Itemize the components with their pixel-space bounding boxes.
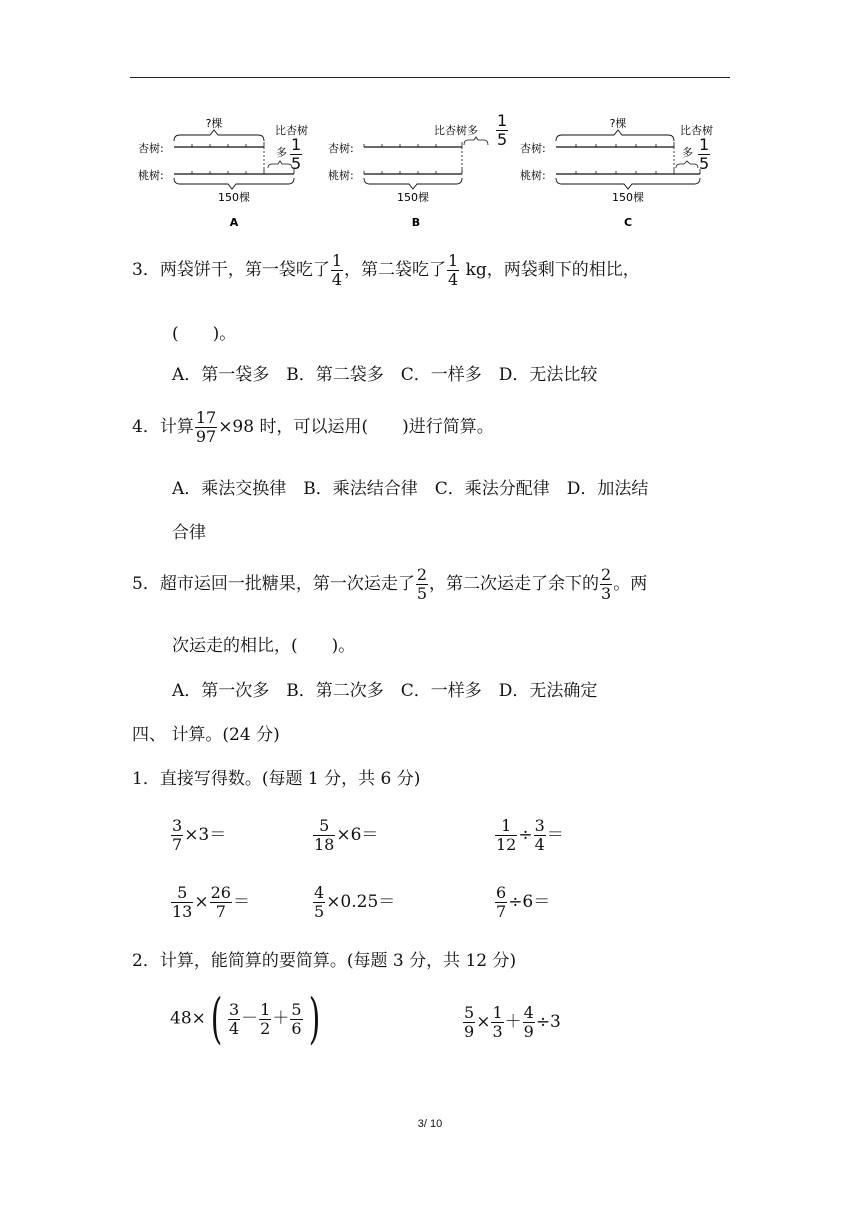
calc-2-op2: ＋ — [504, 1012, 522, 1032]
page-number: 3/ 10 — [417, 1118, 443, 1130]
diagram-c-q-label: ?棵 — [609, 117, 627, 130]
diagram-a-tao-label: 桃树: — [138, 169, 164, 182]
question-5-options: A．第一次多 B．第二次多 C．一样多 D．无法确定 — [172, 681, 598, 701]
diagram-b-tao-label: 桃树: — [328, 169, 354, 182]
diagram-b-fraction — [496, 113, 508, 148]
question-5-text-1: 超市运回一批糖果，第一次运走了 — [159, 574, 415, 594]
question-3-text-1: 两袋饼干，第一袋吃了 — [159, 260, 330, 280]
diagram-a-more-label: 比杏树 — [275, 124, 308, 137]
diagram-c-frac-den: 5 — [699, 154, 710, 173]
question-5-text-3: 。两 — [613, 574, 648, 594]
section-4-sub2: 2．计算，能简算的要简算。(每题 3 分，共 12 分) — [132, 951, 517, 971]
diagram-c-frac-num: 1 — [699, 135, 710, 154]
diagram-a-frac-den: 5 — [291, 154, 302, 173]
question-5-fraction-2: $\frac{2}{3}$ — [601, 565, 612, 603]
section-4-title: 四、 计算。(24 分) — [132, 725, 280, 745]
diagram-a-frac-num: 1 — [291, 135, 302, 154]
question-5 — [132, 567, 647, 602]
diagram-b-label: B — [411, 216, 421, 229]
question-3-fraction-2: $\frac{1}{4}$ — [448, 251, 459, 289]
calc-2-op1: × — [476, 1012, 491, 1032]
calc-1-op1: － — [241, 1008, 259, 1029]
diagram-c-fraction — [698, 137, 710, 172]
question-4-text-2: ×98 时，可以运用( )进行简算。 — [218, 417, 494, 437]
calc-1-right-paren: ) — [308, 987, 320, 1050]
question-3-options: A．第一袋多 B．第二袋多 C．一样多 D．无法比较 — [172, 365, 598, 385]
question-3-fraction-1: $\frac{1}{4}$ — [331, 251, 343, 289]
diagram-a-duo: 多 — [276, 146, 287, 159]
question-3-text-2: ，第二袋吃了 — [344, 260, 447, 280]
question-4 — [132, 410, 494, 445]
expr-2-rest: ×6＝ — [336, 825, 379, 845]
question-3-number: 3． — [132, 260, 160, 280]
calc-1: 48×( $\frac{3}{4}$ － $\frac{1}{2}$ ＋ $\frac{5}{6}$ ) — [170, 987, 320, 1050]
expr-4: $\frac{5}{13}$ × $\frac{26}{7}$ ＝ — [172, 883, 250, 921]
expr-3-op: ÷ — [518, 825, 533, 845]
calc-1-op2: ＋ — [272, 1008, 290, 1029]
diagram-b — [322, 112, 502, 232]
diagram-b-more-label: 比杏树多 — [434, 124, 478, 137]
question-5-text-2: ，第二次运走了余下的 — [429, 574, 600, 594]
diagram-a-fraction — [290, 137, 302, 172]
question-4-number: 4． — [132, 417, 160, 437]
diagram-a-150-label: 150棵 — [218, 191, 250, 204]
expr-4-op: × — [194, 892, 209, 912]
expr-5-rest: ×0.25＝ — [326, 892, 396, 912]
question-4-fraction: $\frac{17}{97}$ — [195, 408, 217, 446]
expr-6: $\frac{6}{7}$ ÷6＝ — [496, 883, 551, 921]
diagram-c-150-label: 150棵 — [612, 191, 644, 204]
diagram-a-xing-label: 杏树: — [138, 142, 164, 155]
question-5-line2: 次运走的相比，( )。 — [172, 636, 356, 656]
question-5-number: 5． — [132, 574, 160, 594]
expr-6-rest: ÷6＝ — [508, 892, 551, 912]
expr-3-rest: ＝ — [546, 825, 564, 845]
expr-5: $\frac{4}{5}$ ×0.25＝ — [314, 883, 396, 921]
diagram-c-more-label: 比杏树 — [680, 124, 713, 137]
question-5-fraction-1: $\frac{2}{5}$ — [416, 565, 428, 603]
calc-2-rest: ÷3 — [535, 1012, 561, 1032]
diagram-c-tao-label: 桃树: — [520, 169, 546, 182]
diagram-c — [516, 112, 713, 232]
expr-4-rest: ＝ — [232, 892, 250, 912]
expr-1: $\frac{3}{7}$ ×3＝ — [172, 816, 227, 854]
section-4-sub1: 1．直接写得数。(每题 1 分，共 6 分) — [132, 769, 421, 789]
diagram-c-label: C — [623, 216, 633, 229]
calc-1-left-paren: ( — [210, 987, 223, 1050]
question-3-blank: ( )。 — [172, 324, 237, 344]
question-4-options-line1: A．乘法交换律 B．乘法结合律 C．乘法分配律 D．加法结 — [172, 479, 649, 499]
diagram-a-label: A — [229, 216, 239, 229]
diagram-b-xing-label: 杏树: — [328, 142, 354, 155]
question-3 — [132, 253, 640, 288]
diagram-b-frac-num: 1 — [497, 111, 508, 130]
question-4-text-1: 计算 — [159, 417, 194, 437]
header-rule — [130, 77, 730, 78]
diagram-a-q-label: ?棵 — [205, 117, 223, 130]
diagram-b-frac-den: 5 — [497, 130, 508, 149]
diagram-a — [130, 112, 308, 232]
diagram-b-150-label: 150棵 — [397, 191, 429, 204]
expr-2: $\frac{5}{18}$ ×6＝ — [314, 816, 379, 854]
diagram-c-duo: 多 — [682, 146, 693, 159]
diagram-c-xing-label: 杏树: — [520, 142, 546, 155]
question-3-text-3: kg，两袋剩下的相比， — [460, 260, 640, 280]
calc-1-prefix: 48× — [170, 1008, 206, 1029]
calc-2: $\frac{5}{9}$ × $\frac{1}{3}$ ＋ $\frac{4}{9}$ ÷3 — [464, 1003, 561, 1041]
question-4-options-line2: 合律 — [172, 523, 206, 543]
expr-1-rest: ×3＝ — [184, 825, 227, 845]
expr-3: $\frac{1}{12}$ ÷ $\frac{3}{4}$ ＝ — [496, 816, 564, 854]
